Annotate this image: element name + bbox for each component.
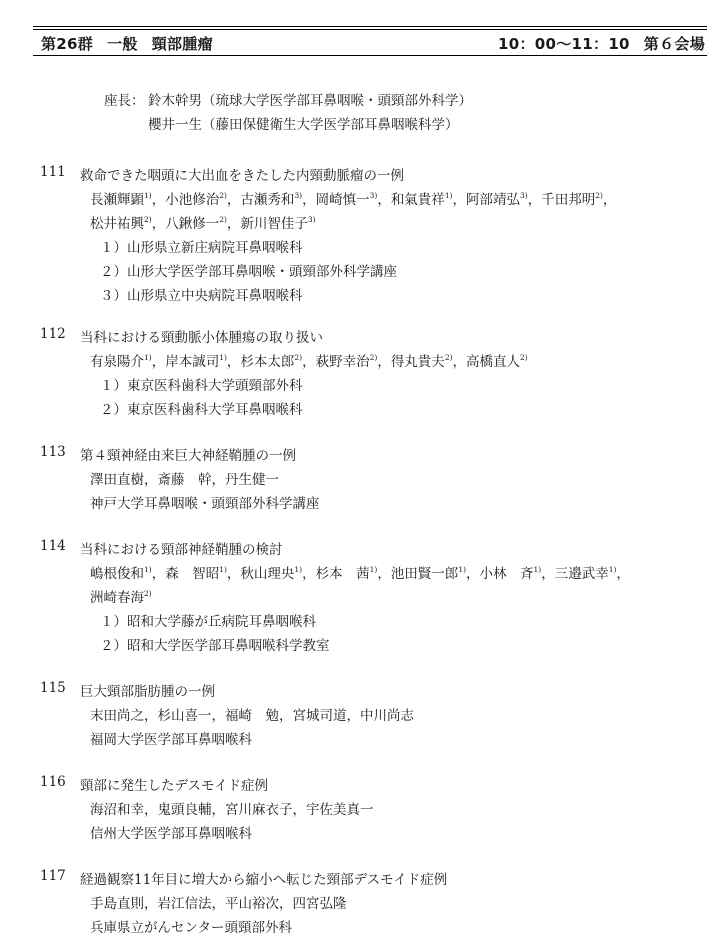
author-separator: ， — [211, 472, 225, 488]
author-name: 杉本 茜 — [315, 566, 370, 582]
author-separator: ， — [527, 192, 542, 208]
author-affiliation-mark: 1) — [369, 565, 378, 574]
author-separator: ， — [452, 192, 467, 208]
affiliation-name: 信州大学医学部耳鼻咽喉科 — [90, 826, 252, 842]
affiliation-number: ２） — [100, 264, 127, 280]
author-separator: ， — [377, 354, 391, 370]
author-name: 手島直則 — [90, 896, 144, 912]
presentation-title: 第４頸神経由来巨大神経鞘腫の一例 — [80, 448, 296, 464]
author-name: 中川尚志 — [360, 708, 414, 724]
author-name: 長瀬輝顕 — [90, 192, 144, 208]
author-name: 小林 斉 — [479, 566, 534, 582]
presentation-number: 111 — [40, 164, 66, 180]
presentation-number: 116 — [40, 774, 66, 790]
presentation-number: 114 — [40, 538, 66, 554]
author-name: 千田邦明 — [541, 192, 596, 208]
author-name: 高橋直人 — [466, 354, 521, 370]
author-line — [90, 468, 279, 488]
author-separator: ， — [151, 566, 166, 582]
affiliation-name: 昭和大学医学部耳鼻咽喉科学教室 — [127, 638, 330, 654]
author-name: 岩江信法 — [157, 896, 212, 912]
author-separator: ， — [377, 566, 391, 582]
author-separator: ， — [452, 354, 467, 370]
affiliation-line — [90, 236, 303, 256]
author-name: 海沼和幸 — [90, 802, 144, 818]
author-affiliation-mark: 1) — [219, 565, 227, 574]
author-name: 松井祐興 — [90, 216, 144, 232]
author-affiliation-mark: 1) — [444, 191, 453, 200]
chair-row — [104, 117, 459, 133]
author-separator: ， — [616, 566, 630, 582]
author-affiliation-mark: 1) — [144, 565, 152, 574]
presentation-title: 巨大頸部脂肪腫の一例 — [80, 684, 215, 700]
author-name: 森 智昭 — [165, 566, 220, 582]
affiliation-name: 山形大学医学部耳鼻咽喉・頭頸部外科学講座 — [127, 264, 397, 280]
author-separator: ， — [466, 566, 480, 582]
affiliation-name: 山形県立新庄病院耳鼻咽喉科 — [127, 240, 303, 256]
author-affiliation-mark: 1) — [458, 565, 467, 574]
affiliation-line — [90, 728, 252, 748]
header-rule-top-double — [33, 29, 707, 30]
affiliation-name: 福岡大学医学部耳鼻咽喉科 — [90, 732, 252, 748]
author-name: 古瀬秀和 — [240, 192, 295, 208]
author-separator: ， — [226, 354, 241, 370]
session-time: 10：00～11：10 — [498, 35, 630, 53]
author-separator: ， — [346, 708, 360, 724]
affiliation-number: １） — [100, 614, 127, 630]
author-name: 福崎 勉 — [225, 708, 279, 724]
author-name: 宮川麻衣子 — [225, 802, 293, 818]
author-name: 嶋根俊和 — [90, 566, 144, 582]
author-separator: ， — [226, 192, 241, 208]
author-name: 池田賢一郎 — [390, 566, 459, 582]
author-separator: ， — [302, 354, 316, 370]
author-name: 萩野幸治 — [315, 354, 370, 370]
affiliation-name: 東京医科歯科大学頭頸部外科 — [127, 378, 303, 394]
presentation-number: 113 — [40, 444, 66, 460]
author-separator: ， — [144, 472, 158, 488]
affiliation-line — [90, 260, 397, 280]
author-separator: ， — [151, 192, 166, 208]
author-affiliation-mark: 1) — [219, 353, 227, 362]
session-title — [41, 33, 213, 54]
author-affiliation-mark: 2) — [294, 353, 303, 362]
author-line — [90, 350, 528, 370]
author-affiliation-mark: 2) — [144, 589, 152, 598]
author-separator: ， — [144, 708, 158, 724]
author-name: 岡崎慎一 — [315, 192, 370, 208]
affiliation-name: 東京医科歯科大学耳鼻咽喉科 — [127, 402, 303, 418]
chair-row — [104, 93, 472, 109]
author-name: 洲崎春海 — [90, 590, 144, 606]
header-rule-bottom — [33, 55, 707, 56]
affiliation-name: 兵庫県立がんセンター頭頸部外科 — [90, 920, 292, 936]
presentation-number: 115 — [40, 680, 66, 696]
affiliation-line — [90, 284, 303, 304]
author-line — [90, 798, 374, 818]
author-name: 阿部靖弘 — [466, 192, 521, 208]
author-separator: ， — [377, 192, 391, 208]
author-affiliation-mark: 1) — [294, 565, 303, 574]
author-affiliation-mark: 1) — [144, 353, 152, 362]
presentation-title: 救命できた咽頭に大出血をきたした内頸動脈瘤の一例 — [80, 168, 404, 184]
session-topic: 頸部腫瘤 — [151, 35, 213, 53]
author-name: 末田尚之 — [90, 708, 144, 724]
author-separator: ， — [602, 192, 617, 208]
affiliation-number: ３） — [100, 288, 127, 304]
author-separator: ， — [302, 566, 316, 582]
author-line — [90, 586, 152, 606]
author-name: 八鍬修一 — [165, 216, 220, 232]
author-affiliation-mark: 2) — [144, 215, 152, 224]
affiliation-number: ２） — [100, 402, 127, 418]
author-affiliation-mark: 2) — [219, 215, 227, 224]
author-affiliation-mark: 2) — [444, 353, 453, 362]
author-affiliation-mark: 1) — [533, 565, 542, 574]
chair-name: 鈴木幹男 — [148, 93, 202, 109]
author-affiliation-mark: 2) — [595, 191, 603, 200]
author-line — [90, 188, 616, 208]
author-name: 秋山理央 — [240, 566, 295, 582]
author-separator: ， — [279, 708, 293, 724]
chair-affiliation: （藤田保健衛生大学医学部耳鼻咽喉科学） — [202, 117, 459, 133]
chair-name: 櫻井一生 — [148, 117, 202, 133]
author-line — [90, 212, 316, 232]
affiliation-line — [90, 610, 316, 630]
affiliation-name: 山形県立中央病院耳鼻咽喉科 — [127, 288, 303, 304]
affiliation-name: 神戸大学耳鼻咽喉・頭頸部外科学講座 — [90, 496, 320, 512]
author-name: 四宮弘隆 — [292, 896, 347, 912]
author-name: 平山裕次 — [225, 896, 279, 912]
author-separator: ， — [151, 216, 166, 232]
presentation-title: 当科における頸部神経鞘腫の検討 — [80, 542, 283, 558]
author-separator: ， — [226, 566, 241, 582]
affiliation-line — [90, 822, 252, 842]
author-name: 岸本誠司 — [165, 354, 220, 370]
presentation-title: 経過観察11年目に増大から縮小へ転じた頸部デスモイド症例 — [80, 872, 448, 888]
author-affiliation-mark: 3) — [307, 215, 316, 224]
author-name: 丹生健一 — [225, 472, 279, 488]
presentation-title: 頸部に発生したデスモイド症例 — [80, 778, 269, 794]
affiliation-line — [90, 916, 292, 936]
author-affiliation-mark: 3) — [520, 191, 528, 200]
author-separator: ， — [144, 802, 158, 818]
author-affiliation-mark: 3) — [369, 191, 378, 200]
author-line — [90, 704, 414, 724]
affiliation-name: 昭和大学藤が丘病院耳鼻咽喉科 — [127, 614, 316, 630]
affiliation-line — [90, 398, 303, 418]
chair-label: 座長： — [104, 93, 145, 109]
presentation-number: 117 — [40, 868, 66, 884]
author-name: 宮城司道 — [292, 708, 347, 724]
author-affiliation-mark: 1) — [144, 191, 152, 200]
presentation-number: 112 — [40, 326, 66, 342]
affiliation-number: ２） — [100, 638, 127, 654]
author-affiliation-mark: 2) — [219, 191, 227, 200]
affiliation-line — [90, 374, 303, 394]
author-separator: ， — [541, 566, 555, 582]
author-name: 有泉陽介 — [90, 354, 144, 370]
author-name: 小池修治 — [165, 192, 220, 208]
author-name: 宇佐美真一 — [306, 802, 374, 818]
author-name: 得丸貴夫 — [390, 354, 445, 370]
author-line — [90, 892, 347, 912]
author-name: 和氣貴祥 — [390, 192, 445, 208]
author-affiliation-mark: 3) — [294, 191, 303, 200]
author-name: 杉山喜一 — [157, 708, 212, 724]
session-venue: 第６会場 — [643, 35, 705, 53]
author-name: 澤田直樹 — [90, 472, 144, 488]
affiliation-line — [90, 492, 320, 512]
author-affiliation-mark: 2) — [369, 353, 378, 362]
author-separator: ， — [144, 896, 158, 912]
session-category: 一般 — [107, 35, 138, 53]
author-line — [90, 562, 630, 582]
session-header — [33, 26, 707, 56]
author-name: 鬼頭良輔 — [157, 802, 212, 818]
author-name: 三邉武幸 — [554, 566, 609, 582]
author-affiliation-mark: 1) — [608, 565, 617, 574]
author-separator: ， — [211, 708, 225, 724]
author-separator: ， — [211, 896, 225, 912]
presentation-title: 当科における頸動脈小体腫瘍の取り扱い — [80, 330, 323, 346]
affiliation-number: １） — [100, 240, 127, 256]
author-separator: ， — [211, 802, 225, 818]
header-rule-top — [33, 26, 707, 27]
author-separator: ， — [279, 896, 293, 912]
author-name: 斎藤 幹 — [157, 472, 212, 488]
author-separator: ， — [226, 216, 241, 232]
author-affiliation-mark: 2) — [520, 353, 528, 362]
session-time-venue — [498, 33, 705, 54]
session-number: 第26群 — [41, 35, 94, 53]
affiliation-number: １） — [100, 378, 127, 394]
author-separator: ， — [151, 354, 166, 370]
chair-affiliation: （琉球大学医学部耳鼻咽喉・頭頸部外科学） — [202, 93, 472, 109]
author-name: 新川智佳子 — [240, 216, 308, 232]
author-separator: ， — [302, 192, 316, 208]
affiliation-line — [90, 634, 330, 654]
author-separator: ， — [292, 802, 306, 818]
author-name: 杉本太郎 — [240, 354, 295, 370]
